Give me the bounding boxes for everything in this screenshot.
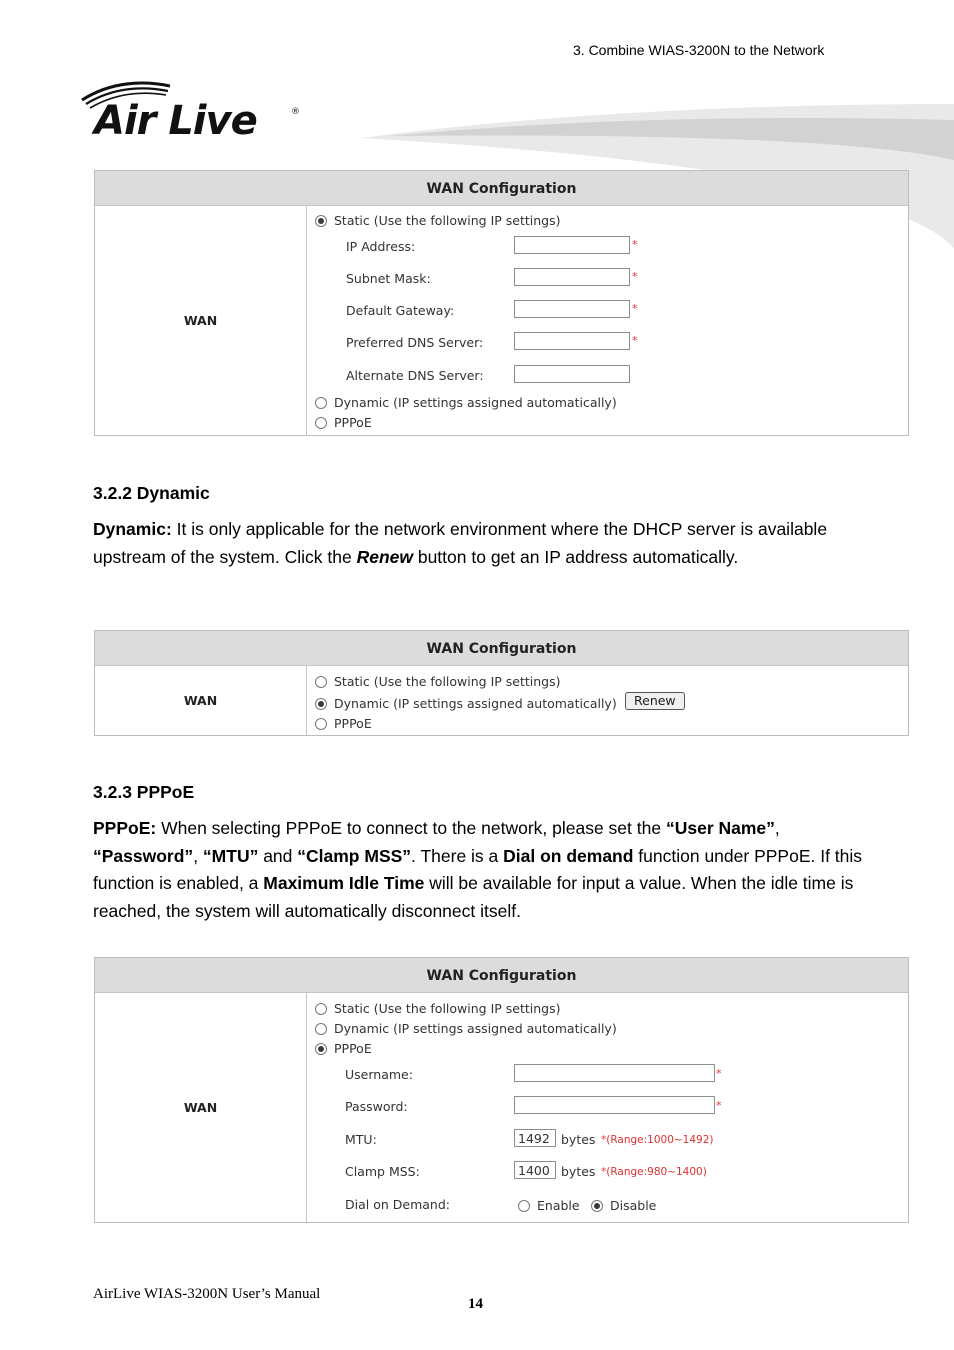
wan-config-static-panel bbox=[94, 170, 909, 436]
mtu-input[interactable] bbox=[514, 1129, 556, 1147]
radio-selected-icon[interactable] bbox=[315, 698, 327, 710]
panel-title: WAN Configuration bbox=[95, 171, 908, 206]
ip-address-label: IP Address: bbox=[346, 239, 416, 254]
password-input[interactable] bbox=[514, 1096, 715, 1114]
wan-label: WAN bbox=[95, 666, 307, 735]
clamp-mss-input[interactable] bbox=[514, 1161, 556, 1179]
page-number: 14 bbox=[468, 1296, 483, 1312]
wan-config-pppoe-panel bbox=[94, 957, 909, 1223]
username-input[interactable] bbox=[514, 1064, 715, 1082]
radio-unselected-icon[interactable] bbox=[315, 397, 327, 409]
required-mark: * bbox=[632, 270, 638, 283]
footer-manual-title: AirLive WIAS-3200N User’s Manual bbox=[93, 1286, 321, 1302]
section-heading-pppoe: 3.2.3 PPPoE bbox=[93, 782, 195, 802]
required-mark: * bbox=[632, 334, 638, 347]
required-mark: * bbox=[716, 1067, 722, 1080]
clamp-mss-range: *(Range:980~1400) bbox=[601, 1166, 707, 1178]
ip-address-input[interactable] bbox=[514, 236, 630, 254]
alternate-dns-input[interactable] bbox=[514, 365, 630, 383]
radio-unselected-icon[interactable] bbox=[315, 1023, 327, 1035]
renew-button[interactable]: Renew bbox=[625, 692, 685, 710]
radio-pppoe[interactable]: PPPoE bbox=[315, 415, 372, 430]
preferred-dns-input[interactable] bbox=[514, 332, 630, 350]
radio-dynamic[interactable]: Dynamic (IP settings assigned automatically) bbox=[315, 696, 617, 711]
radio-unselected-icon[interactable] bbox=[315, 417, 327, 429]
radio-unselected-icon[interactable] bbox=[315, 718, 327, 730]
radio-selected-icon[interactable] bbox=[591, 1200, 603, 1212]
svg-text:®: ® bbox=[291, 107, 300, 117]
radio-static[interactable]: Static (Use the following IP settings) bbox=[315, 1001, 561, 1016]
dynamic-description: Dynamic: It is only applicable for the network environment where the DHCP server is available upstream of the system. Click the Renew button to get an IP address automatically. bbox=[93, 519, 828, 567]
dod-disable-radio[interactable]: Disable bbox=[591, 1198, 656, 1213]
radio-static[interactable]: Static (Use the following IP settings) bbox=[315, 213, 561, 228]
airlive-logo bbox=[80, 78, 305, 140]
svg-text:Air Live: Air Live bbox=[94, 98, 257, 140]
clamp-mss-label: Clamp MSS: bbox=[345, 1164, 420, 1179]
pppoe-description: PPPoE: When selecting PPPoE to connect to the network, please set the “User Name”, “Password”, “MTU” and “Clamp MSS”. There is a Dial on demand function under PPPoE. If this function is enabled, a Maximum Idle Time will be available for input a value. When the idle time is reached, the system will automatically disconnect itself. bbox=[93, 818, 863, 921]
wan-label: WAN bbox=[95, 993, 307, 1222]
radio-unselected-icon[interactable] bbox=[315, 1003, 327, 1015]
panel-title: WAN Configuration bbox=[95, 958, 908, 993]
clamp-mss-unit: bytes bbox=[561, 1164, 596, 1179]
radio-static[interactable]: Static (Use the following IP settings) bbox=[315, 674, 561, 689]
wan-label: WAN bbox=[95, 206, 307, 435]
dod-enable-radio[interactable]: Enable bbox=[518, 1198, 580, 1213]
required-mark: * bbox=[632, 302, 638, 315]
default-gateway-label: Default Gateway: bbox=[346, 303, 455, 318]
radio-dynamic[interactable]: Dynamic (IP settings assigned automatically) bbox=[315, 1021, 617, 1036]
radio-unselected-icon[interactable] bbox=[315, 676, 327, 688]
chapter-header: 3. Combine WIAS-3200N to the Network bbox=[573, 42, 825, 58]
radio-pppoe[interactable]: PPPoE bbox=[315, 716, 372, 731]
password-label: Password: bbox=[345, 1099, 408, 1114]
section-heading-dynamic: 3.2.2 Dynamic bbox=[93, 483, 210, 503]
radio-selected-icon[interactable] bbox=[315, 1043, 327, 1055]
subnet-mask-input[interactable] bbox=[514, 268, 630, 286]
subnet-mask-label: Subnet Mask: bbox=[346, 271, 431, 286]
radio-pppoe[interactable]: PPPoE bbox=[315, 1041, 372, 1056]
dial-on-demand-label: Dial on Demand: bbox=[345, 1197, 450, 1212]
mtu-range: *(Range:1000~1492) bbox=[601, 1134, 714, 1146]
required-mark: * bbox=[716, 1099, 722, 1112]
mtu-unit: bytes bbox=[561, 1132, 596, 1147]
alternate-dns-label: Alternate DNS Server: bbox=[346, 368, 484, 383]
radio-unselected-icon[interactable] bbox=[518, 1200, 530, 1212]
default-gateway-input[interactable] bbox=[514, 300, 630, 318]
radio-dynamic[interactable]: Dynamic (IP settings assigned automatically) bbox=[315, 395, 617, 410]
mtu-label: MTU: bbox=[345, 1132, 377, 1147]
preferred-dns-label: Preferred DNS Server: bbox=[346, 335, 484, 350]
username-label: Username: bbox=[345, 1067, 413, 1082]
panel-title: WAN Configuration bbox=[95, 631, 908, 666]
wan-config-dynamic-panel bbox=[94, 630, 909, 736]
required-mark: * bbox=[632, 238, 638, 251]
radio-selected-icon[interactable] bbox=[315, 215, 327, 227]
